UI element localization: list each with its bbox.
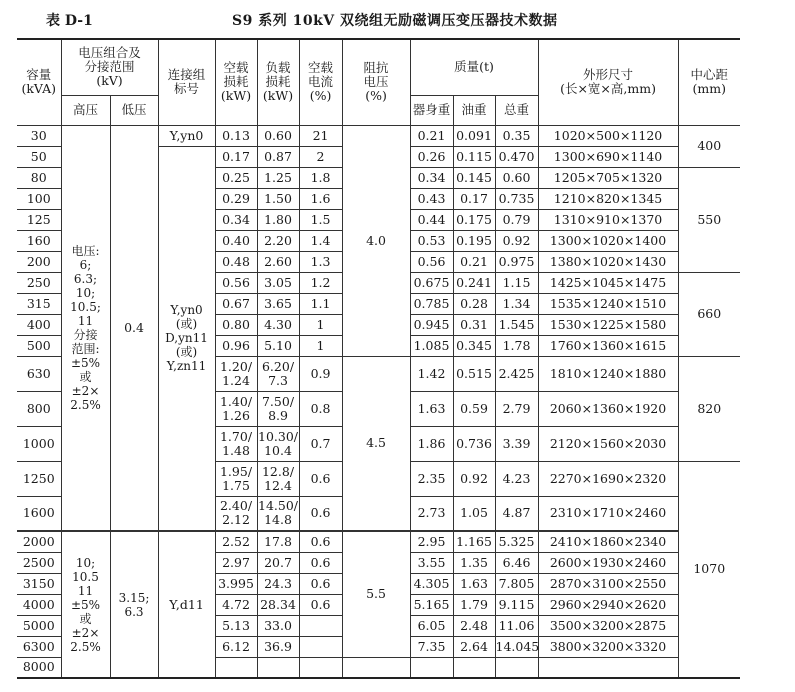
cell-capacity: 8000 — [17, 657, 61, 678]
cell-no-load-loss: 0.29 — [215, 188, 257, 209]
header-capacity: 容量 (kVA) — [17, 39, 61, 125]
cell-dimensions: 1425×1045×1475 — [538, 272, 678, 293]
cell-oil-weight: 0.345 — [453, 335, 495, 356]
cell-capacity: 2000 — [17, 531, 61, 552]
cell-body-weight: 0.945 — [410, 314, 453, 335]
cell-hv-group2: 10; 10.5 11 ±5% 或 ±2× 2.5% — [61, 531, 110, 678]
table-row — [17, 531, 740, 552]
cell-no-load-current: 1.5 — [299, 209, 342, 230]
cell-oil-weight: 1.35 — [453, 552, 495, 573]
cell-capacity: 2500 — [17, 552, 61, 573]
cell-dimensions — [538, 657, 678, 678]
cell-impedance-4-5: 4.5 — [342, 356, 410, 531]
cell-body-weight: 2.73 — [410, 496, 453, 531]
header-impedance: 阻抗 电压 (%) — [342, 39, 410, 125]
cell-load-loss: 3.05 — [257, 272, 299, 293]
header-mass-group: 质量(t) — [410, 39, 538, 95]
cell-no-load-loss — [215, 657, 257, 678]
cell-body-weight: 1.42 — [410, 356, 453, 391]
cell-body-weight: 0.44 — [410, 209, 453, 230]
cell-load-loss: 12.8/ 12.4 — [257, 461, 299, 496]
cell-lv-group2: 3.15; 6.3 — [110, 531, 158, 678]
cell-capacity: 400 — [17, 314, 61, 335]
cell-no-load-loss: 0.25 — [215, 167, 257, 188]
cell-total-weight: 11.06 — [495, 615, 538, 636]
cell-no-load-current: 21 — [299, 125, 342, 146]
cell-oil-weight: 0.195 — [453, 230, 495, 251]
cell-load-loss: 1.50 — [257, 188, 299, 209]
cell-no-load-current: 1.8 — [299, 167, 342, 188]
header-high-voltage: 高压 — [61, 95, 110, 125]
cell-no-load-current: 2 — [299, 146, 342, 167]
cell-dimensions: 2870×3100×2550 — [538, 573, 678, 594]
cell-capacity: 500 — [17, 335, 61, 356]
cell-capacity: 80 — [17, 167, 61, 188]
cell-load-loss: 2.60 — [257, 251, 299, 272]
cell-oil-weight: 1.79 — [453, 594, 495, 615]
cell-oil-weight: 0.091 — [453, 125, 495, 146]
cell-capacity: 1000 — [17, 426, 61, 461]
cell-load-loss: 36.9 — [257, 636, 299, 657]
cell-body-weight: 1.86 — [410, 426, 453, 461]
cell-no-load-loss: 0.17 — [215, 146, 257, 167]
cell-no-load-loss: 4.72 — [215, 594, 257, 615]
header-low-voltage: 低压 — [110, 95, 158, 125]
cell-total-weight: 5.325 — [495, 531, 538, 552]
cell-oil-weight: 0.17 — [453, 188, 495, 209]
header-total-weight: 总重 — [495, 95, 538, 125]
cell-dimensions: 1210×820×1345 — [538, 188, 678, 209]
cell-body-weight: 0.26 — [410, 146, 453, 167]
cell-center-distance-660: 660 — [678, 272, 740, 356]
cell-load-loss: 20.7 — [257, 552, 299, 573]
cell-body-weight: 0.21 — [410, 125, 453, 146]
cell-body-weight: 1.085 — [410, 335, 453, 356]
cell-dimensions: 2120×1560×2030 — [538, 426, 678, 461]
cell-capacity: 50 — [17, 146, 61, 167]
cell-total-weight: 7.805 — [495, 573, 538, 594]
cell-impedance-4-0: 4.0 — [342, 125, 410, 356]
cell-body-weight: 6.05 — [410, 615, 453, 636]
cell-center-distance-1070: 1070 — [678, 461, 740, 678]
cell-capacity: 100 — [17, 188, 61, 209]
cell-oil-weight: 2.64 — [453, 636, 495, 657]
cell-capacity: 630 — [17, 356, 61, 391]
cell-capacity: 160 — [17, 230, 61, 251]
cell-oil-weight: 0.145 — [453, 167, 495, 188]
cell-load-loss: 24.3 — [257, 573, 299, 594]
cell-oil-weight: 2.48 — [453, 615, 495, 636]
cell-oil-weight: 0.515 — [453, 356, 495, 391]
cell-dimensions: 1380×1020×1430 — [538, 251, 678, 272]
cell-body-weight — [410, 657, 453, 678]
cell-body-weight: 3.55 — [410, 552, 453, 573]
cell-no-load-current: 1.3 — [299, 251, 342, 272]
header-body-weight: 器身重 — [410, 95, 453, 125]
cell-load-loss: 28.34 — [257, 594, 299, 615]
cell-oil-weight: 1.05 — [453, 496, 495, 531]
cell-center-distance-550: 550 — [678, 167, 740, 272]
cell-dimensions: 1810×1240×1880 — [538, 356, 678, 391]
cell-capacity: 315 — [17, 293, 61, 314]
cell-body-weight: 5.165 — [410, 594, 453, 615]
cell-oil-weight — [453, 657, 495, 678]
cell-no-load-loss: 0.56 — [215, 272, 257, 293]
cell-total-weight: 1.34 — [495, 293, 538, 314]
cell-hv-group1: 电压: 6; 6.3; 10; 10.5; 11 分接 范围: ±5% 或 ±2× 2.5% — [61, 125, 110, 531]
cell-no-load-current: 0.6 — [299, 573, 342, 594]
cell-connection: Y,yn0 — [158, 125, 215, 146]
table-caption — [0, 10, 795, 32]
cell-no-load-current: 0.9 — [299, 356, 342, 391]
cell-capacity: 30 — [17, 125, 61, 146]
cell-no-load-loss: 2.52 — [215, 531, 257, 552]
cell-no-load-loss: 1.40/ 1.26 — [215, 391, 257, 426]
cell-no-load-loss: 1.95/ 1.75 — [215, 461, 257, 496]
cell-no-load-loss: 6.12 — [215, 636, 257, 657]
cell-total-weight — [495, 657, 538, 678]
cell-dimensions: 1530×1225×1580 — [538, 314, 678, 335]
cell-total-weight: 0.60 — [495, 167, 538, 188]
cell-load-loss: 2.20 — [257, 230, 299, 251]
cell-no-load-loss: 0.96 — [215, 335, 257, 356]
cell-no-load-current: 0.7 — [299, 426, 342, 461]
cell-capacity: 6300 — [17, 636, 61, 657]
cell-capacity: 125 — [17, 209, 61, 230]
cell-total-weight: 0.470 — [495, 146, 538, 167]
cell-oil-weight: 0.175 — [453, 209, 495, 230]
cell-no-load-loss: 1.70/ 1.48 — [215, 426, 257, 461]
cell-capacity: 200 — [17, 251, 61, 272]
cell-dimensions: 1205×705×1320 — [538, 167, 678, 188]
cell-load-loss: 10.30/ 10.4 — [257, 426, 299, 461]
cell-capacity: 1250 — [17, 461, 61, 496]
cell-total-weight: 6.46 — [495, 552, 538, 573]
cell-no-load-loss: 1.20/ 1.24 — [215, 356, 257, 391]
cell-oil-weight: 0.31 — [453, 314, 495, 335]
cell-load-loss: 1.25 — [257, 167, 299, 188]
cell-no-load-loss: 2.97 — [215, 552, 257, 573]
cell-dimensions: 1310×910×1370 — [538, 209, 678, 230]
cell-load-loss: 5.10 — [257, 335, 299, 356]
cell-body-weight: 1.63 — [410, 391, 453, 426]
cell-total-weight: 0.735 — [495, 188, 538, 209]
cell-body-weight: 0.34 — [410, 167, 453, 188]
cell-no-load-loss: 5.13 — [215, 615, 257, 636]
cell-load-loss: 6.20/ 7.3 — [257, 356, 299, 391]
cell-load-loss: 3.65 — [257, 293, 299, 314]
cell-load-loss: 7.50/ 8.9 — [257, 391, 299, 426]
cell-oil-weight: 0.92 — [453, 461, 495, 496]
cell-oil-weight: 0.241 — [453, 272, 495, 293]
cell-body-weight: 0.43 — [410, 188, 453, 209]
cell-impedance-empty — [342, 657, 410, 678]
cell-dimensions: 1535×1240×1510 — [538, 293, 678, 314]
cell-dimensions: 2060×1360×1920 — [538, 391, 678, 426]
cell-total-weight: 1.545 — [495, 314, 538, 335]
cell-capacity: 4000 — [17, 594, 61, 615]
cell-no-load-current — [299, 615, 342, 636]
cell-total-weight: 0.79 — [495, 209, 538, 230]
cell-total-weight: 4.87 — [495, 496, 538, 531]
cell-oil-weight: 0.115 — [453, 146, 495, 167]
cell-body-weight: 0.53 — [410, 230, 453, 251]
cell-load-loss: 33.0 — [257, 615, 299, 636]
cell-no-load-loss: 0.40 — [215, 230, 257, 251]
cell-capacity: 250 — [17, 272, 61, 293]
cell-no-load-current: 1 — [299, 314, 342, 335]
cell-capacity: 800 — [17, 391, 61, 426]
table-row — [17, 125, 740, 146]
cell-dimensions: 2410×1860×2340 — [538, 531, 678, 552]
header-dimensions: 外形尺寸 (长×宽×高,mm) — [538, 39, 678, 125]
cell-dimensions: 1300×690×1140 — [538, 146, 678, 167]
cell-capacity: 5000 — [17, 615, 61, 636]
cell-no-load-current: 0.8 — [299, 391, 342, 426]
cell-impedance-5-5: 5.5 — [342, 531, 410, 657]
cell-total-weight: 14.045 — [495, 636, 538, 657]
cell-dimensions: 1760×1360×1615 — [538, 335, 678, 356]
cell-body-weight: 4.305 — [410, 573, 453, 594]
cell-oil-weight: 0.59 — [453, 391, 495, 426]
cell-total-weight: 2.79 — [495, 391, 538, 426]
cell-oil-weight: 0.736 — [453, 426, 495, 461]
cell-load-loss: 1.80 — [257, 209, 299, 230]
table-title: S9 系列 10kV 双绕组无励磁调压变压器技术数据 — [232, 13, 558, 29]
cell-dimensions: 2600×1930×2460 — [538, 552, 678, 573]
header-load-loss: 负载 损耗 (kW) — [257, 39, 299, 125]
cell-no-load-loss: 2.40/ 2.12 — [215, 496, 257, 531]
cell-capacity: 1600 — [17, 496, 61, 531]
cell-body-weight: 0.56 — [410, 251, 453, 272]
cell-total-weight: 9.115 — [495, 594, 538, 615]
cell-body-weight: 2.95 — [410, 531, 453, 552]
cell-load-loss: 4.30 — [257, 314, 299, 335]
cell-oil-weight: 1.165 — [453, 531, 495, 552]
cell-no-load-current: 0.6 — [299, 594, 342, 615]
cell-dimensions: 2270×1690×2320 — [538, 461, 678, 496]
cell-body-weight: 2.35 — [410, 461, 453, 496]
cell-body-weight: 0.785 — [410, 293, 453, 314]
table-id: 表 D-1 — [46, 13, 93, 29]
cell-no-load-loss: 3.995 — [215, 573, 257, 594]
cell-load-loss: 0.87 — [257, 146, 299, 167]
cell-total-weight: 0.35 — [495, 125, 538, 146]
cell-dimensions: 3500×3200×2875 — [538, 615, 678, 636]
cell-total-weight: 4.23 — [495, 461, 538, 496]
cell-total-weight: 1.78 — [495, 335, 538, 356]
transformer-spec-table — [17, 38, 740, 679]
cell-total-weight: 3.39 — [495, 426, 538, 461]
cell-no-load-current — [299, 636, 342, 657]
cell-no-load-current: 0.6 — [299, 531, 342, 552]
cell-body-weight: 7.35 — [410, 636, 453, 657]
cell-load-loss: 17.8 — [257, 531, 299, 552]
cell-no-load-loss: 0.67 — [215, 293, 257, 314]
cell-dimensions: 1020×500×1120 — [538, 125, 678, 146]
cell-total-weight: 0.975 — [495, 251, 538, 272]
cell-no-load-current: 1.6 — [299, 188, 342, 209]
cell-dimensions: 2960×2940×2620 — [538, 594, 678, 615]
cell-connection-group2: Y,d11 — [158, 531, 215, 678]
cell-no-load-current: 1.2 — [299, 272, 342, 293]
cell-no-load-current: 0.6 — [299, 552, 342, 573]
cell-no-load-loss: 0.34 — [215, 209, 257, 230]
cell-no-load-current: 1.1 — [299, 293, 342, 314]
cell-body-weight: 0.675 — [410, 272, 453, 293]
cell-load-loss: 14.50/ 14.8 — [257, 496, 299, 531]
cell-no-load-current — [299, 657, 342, 678]
cell-dimensions: 1300×1020×1400 — [538, 230, 678, 251]
header-connection: 连接组 标号 — [158, 39, 215, 125]
cell-dimensions: 3800×3200×3320 — [538, 636, 678, 657]
cell-no-load-current: 1 — [299, 335, 342, 356]
cell-center-distance-400: 400 — [678, 125, 740, 167]
cell-no-load-current: 1.4 — [299, 230, 342, 251]
cell-no-load-loss: 0.13 — [215, 125, 257, 146]
cell-no-load-loss: 0.80 — [215, 314, 257, 335]
cell-connection-group1: Y,yn0 (或) D,yn11 (或) Y,zn11 — [158, 146, 215, 531]
cell-no-load-current: 0.6 — [299, 496, 342, 531]
header-oil-weight: 油重 — [453, 95, 495, 125]
cell-oil-weight: 0.21 — [453, 251, 495, 272]
header-no-load-current: 空载 电流 (%) — [299, 39, 342, 125]
header-no-load-loss: 空载 损耗 (kW) — [215, 39, 257, 125]
cell-oil-weight: 1.63 — [453, 573, 495, 594]
cell-center-distance-820: 820 — [678, 356, 740, 461]
cell-total-weight: 1.15 — [495, 272, 538, 293]
cell-dimensions: 2310×1710×2460 — [538, 496, 678, 531]
cell-oil-weight: 0.28 — [453, 293, 495, 314]
cell-capacity: 3150 — [17, 573, 61, 594]
cell-total-weight: 0.92 — [495, 230, 538, 251]
cell-no-load-current: 0.6 — [299, 461, 342, 496]
cell-load-loss — [257, 657, 299, 678]
header-voltage-group: 电压组合及 分接范围 (kV) — [61, 39, 158, 95]
cell-load-loss: 0.60 — [257, 125, 299, 146]
cell-total-weight: 2.425 — [495, 356, 538, 391]
cell-lv-group1: 0.4 — [110, 125, 158, 531]
cell-no-load-loss: 0.48 — [215, 251, 257, 272]
header-center-distance: 中心距 (mm) — [678, 39, 740, 125]
